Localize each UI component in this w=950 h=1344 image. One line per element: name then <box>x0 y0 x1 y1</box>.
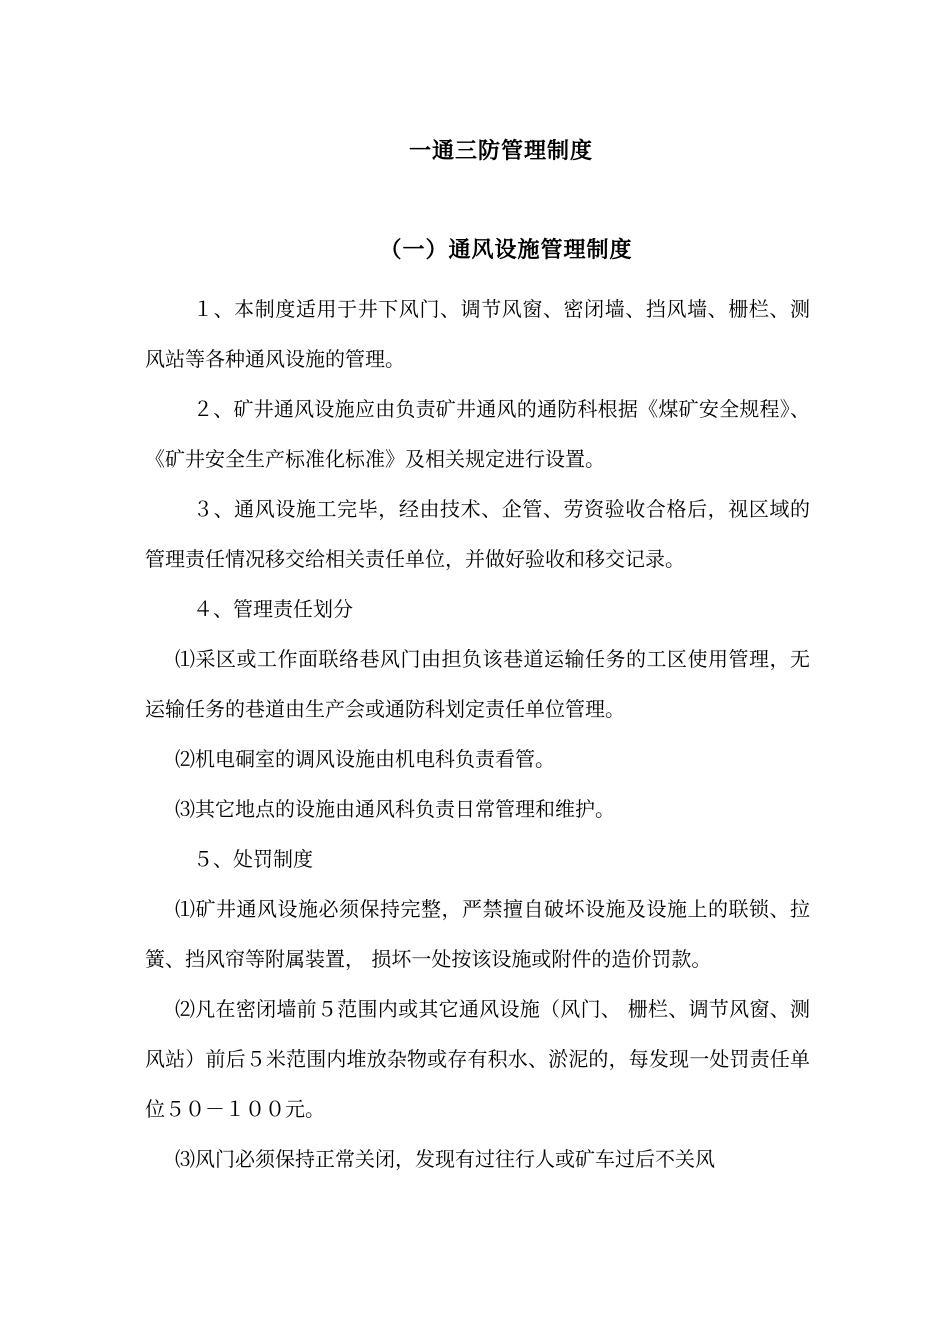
section-title: （一）通风设施管理制度 <box>379 238 633 263</box>
document-title: 一通三防管理制度 <box>408 139 593 164</box>
paragraph-4-1: ⑴采区或工作面联络巷风门由担负该巷道运输任务的工区使用管理，无运输任务的巷道由生产会或通防科划定责任单位管理。 <box>145 647 810 721</box>
paragraph-4-3: ⑶其它地点的设施由通风科负责日常管理和维护。 <box>175 797 615 821</box>
paragraph-5-3: ⑶风门必须保持正常关闭，发现有过往行人或矿车过后不关风 <box>175 1147 715 1171</box>
paragraph-3: ３、通风设施工完毕，经由技术、企管、劳资验收合格后，视区域的管理责任情况移交给相关责任单位，并做好验收和移交记录。 <box>145 497 810 571</box>
paragraph-5-1: ⑴矿井通风设施必须保持完整，严禁擅自破坏设施及设施上的联锁、拉簧、挡风帘等附属装置， 损坏一处按该设施或附件的造价罚款。 <box>145 897 810 971</box>
paragraph-4-heading: ４、管理责任划分 <box>193 597 353 621</box>
paragraph-5-heading: ５、处罚制度 <box>193 847 313 871</box>
paragraph-5-2: ⑵凡在密闭墙前５范围内或其它通风设施（风门、 栅栏、调节风窗、测风站）前后５米范围内堆放杂物或存有积水、淤泥的，每发现一处罚责任单位５０－１００元。 <box>145 997 810 1121</box>
paragraph-1: １、本制度适用于井下风门、调节风窗、密闭墙、挡风墙、栅栏、测风站等各种通风设施的管理。 <box>145 297 810 371</box>
document-body <box>145 284 810 1184</box>
paragraph-2: ２、矿井通风设施应由负责矿井通风的通防科根据《煤矿安全规程》、《矿井安全生产标准化标准》及相关规定进行设置。 <box>145 397 810 471</box>
paragraph-4-2: ⑵机电硐室的调风设施由机电科负责看管。 <box>175 747 555 771</box>
